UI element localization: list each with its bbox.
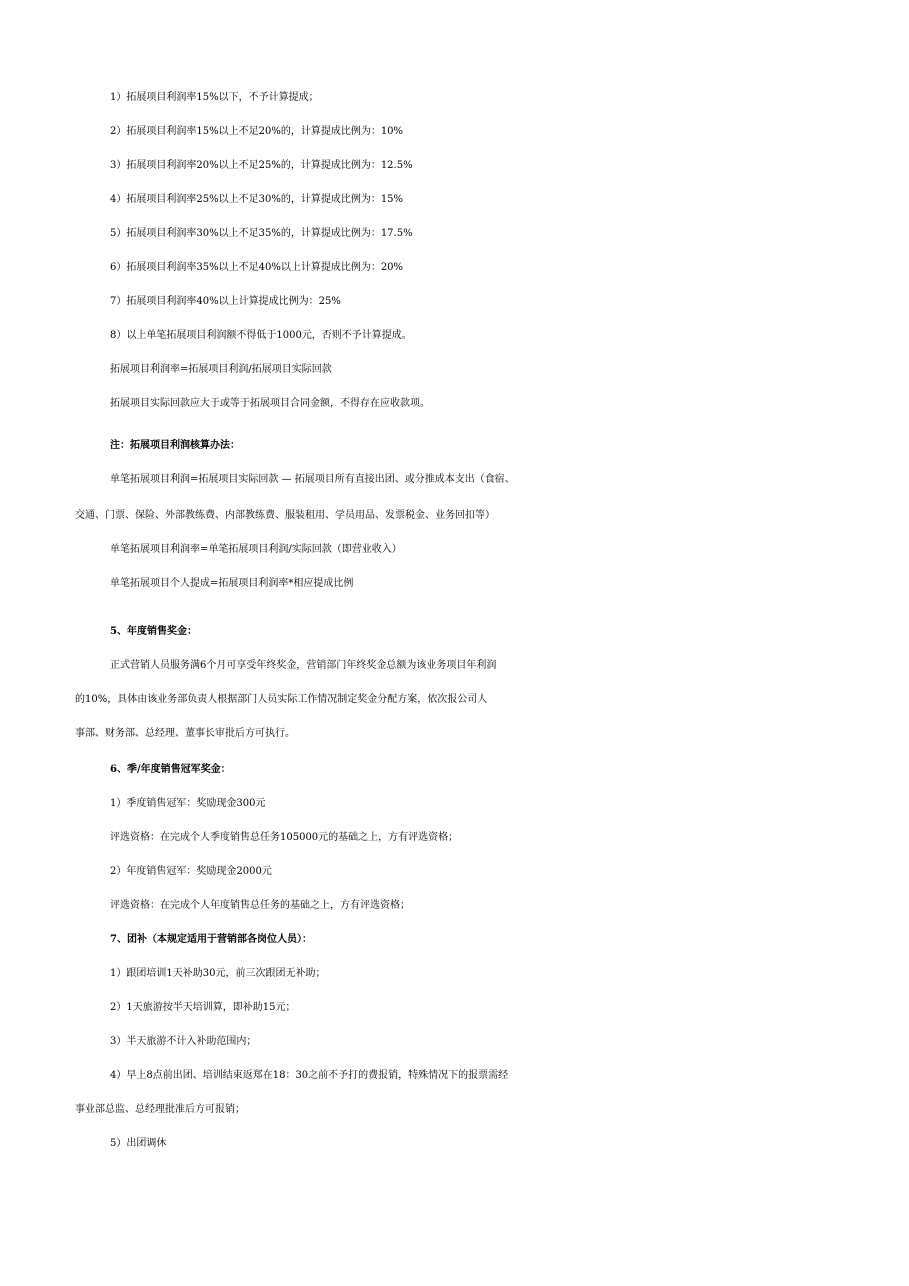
section7-item-3: 3）半天旅游不计入补助范围内；: [110, 1036, 257, 1047]
section7-item-5: 5）出团调休: [110, 1138, 167, 1149]
formula-profit-rate: 拓展项目利润率=拓展项目利润/拓展项目实际回款: [110, 364, 332, 375]
formula-receivable: 拓展项目实际回款应大于或等于拓展项目合同金额，不得存在应收款项。: [110, 398, 430, 409]
section7-item-4b: 事业部总监、总经理批准后方可报销；: [75, 1104, 245, 1115]
section6-heading: 6、季/年度销售冠军奖金：: [110, 764, 231, 775]
section6-item-1-requirement: 评选资格：在完成个人季度销售总任务105000元的基础之上，方有评选资格；: [110, 832, 459, 843]
commission-rate-4: 4）拓展项目利润率25%以上不足30%的，计算提成比例为：15%: [110, 194, 404, 205]
section5-para-c: 事部、财务部、总经理、董事长审批后方可执行。: [75, 728, 295, 739]
commission-rate-8: 8）以上单笔拓展项目利润额不得低于1000元，否则不予计算提成。: [110, 330, 412, 341]
note-heading: 注：拓展项目利润核算办法：: [110, 440, 240, 451]
section5-heading: 5、年度销售奖金：: [110, 626, 197, 637]
section7-item-2: 2）1天旅游按半天培训算，即补助15元；: [110, 1002, 296, 1013]
commission-rate-3: 3）拓展项目利润率20%以上不足25%的，计算提成比例为：12.5%: [110, 160, 413, 171]
commission-rate-6: 6）拓展项目利润率35%以上不足40%以上计算提成比例为：20%: [110, 262, 404, 273]
commission-rate-5: 5）拓展项目利润率30%以上不足35%的，计算提成比例为：17.5%: [110, 228, 413, 239]
note-line-1b: 交通、门票、保险、外部教练费、内部教练费、服装租用、学员用品、发票税金、业务回扣等）: [75, 510, 495, 521]
section6-item-1: 1）季度销售冠军：奖励现金300元: [110, 798, 266, 809]
section7-heading: 7、团补（本规定适用于营销部各岗位人员）：: [110, 934, 312, 945]
section5-para-a: 正式营销人员服务满6个月可享受年终奖金，营销部门年终奖金总额为该业务项目年利润: [110, 660, 497, 671]
note-line-2: 单笔拓展项目利润率=单笔拓展项目利润/实际回款（即营业收入）: [110, 544, 402, 555]
section7-item-1: 1）跟团培训1天补助30元，前三次跟团无补助；: [110, 968, 326, 979]
note-line-1a: 单笔拓展项目利润=拓展项目实际回款 — 拓展项目所有直接出团、或分推成本支出（食宿、: [110, 474, 515, 485]
section7-item-4a: 4）早上8点前出团、培训结束返郑在18：30之前不予打的费报销，特殊情况下的报票需经: [110, 1070, 509, 1081]
section6-item-2: 2）年度销售冠军：奖励现金2000元: [110, 866, 272, 877]
commission-rate-1: 1）拓展项目利润率15%以下，不予计算提成；: [110, 92, 319, 103]
section5-para-b: 的10%，具体由该业务部负责人根据部门人员实际工作情况制定奖金分配方案，依次报公司人: [75, 694, 488, 705]
note-line-3: 单笔拓展项目个人提成=拓展项目利润率*相应提成比例: [110, 578, 354, 589]
section6-item-2-requirement: 评选资格：在完成个人年度销售总任务的基础之上，方有评选资格；: [110, 900, 410, 911]
commission-rate-7: 7）拓展项目利润率40%以上计算提成比例为：25%: [110, 296, 341, 307]
commission-rate-2: 2）拓展项目利润率15%以上不足20%的，计算提成比例为：10%: [110, 126, 404, 137]
